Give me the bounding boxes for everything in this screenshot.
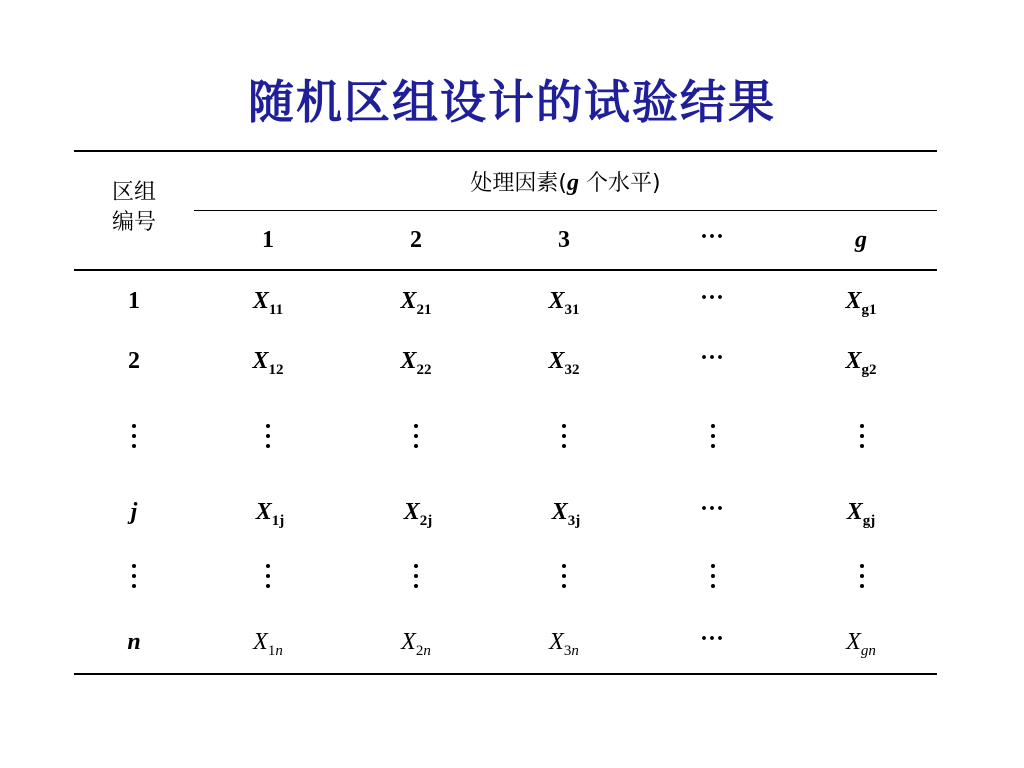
table-top-rule (74, 150, 937, 152)
level-header-ellipsis: ··· (699, 224, 724, 250)
table-cell: $X_{g2}$ (845, 348, 877, 378)
vertical-ellipsis (413, 424, 419, 450)
table-cell: $X_{3n}$ (549, 629, 579, 659)
vertical-ellipsis (859, 564, 865, 590)
header-mid-rule (194, 210, 937, 211)
level-header-2: 2 (410, 227, 422, 253)
table-bottom-rule (74, 673, 937, 675)
table-cell: $X_{11}$ (252, 288, 284, 318)
table-cell: $X_{gj}$ (846, 499, 876, 529)
table-cell: $X_{22}$ (400, 348, 432, 378)
vertical-ellipsis (561, 424, 567, 450)
table-cell-ellipsis: ··· (699, 496, 724, 522)
table-cell-ellipsis: ··· (699, 345, 724, 371)
block-number-header (74, 178, 194, 238)
vertical-ellipsis (710, 564, 716, 590)
table-cell: $X_{g1}$ (845, 288, 877, 318)
table-cell-ellipsis: ··· (699, 285, 724, 311)
vertical-ellipsis (265, 564, 271, 590)
header-bottom-rule (74, 269, 937, 271)
table-cell: $X_{gn}$ (846, 629, 876, 659)
factor-label-var: g (567, 170, 579, 196)
vertical-ellipsis (710, 424, 716, 450)
table-cell-ellipsis: ··· (699, 626, 724, 652)
vertical-ellipsis (265, 424, 271, 450)
row-label-j: j (130, 499, 138, 525)
block-label-line2: 编号 (111, 210, 156, 235)
vertical-ellipsis (131, 424, 137, 450)
row-label-1: 1 (128, 288, 140, 314)
treatment-factor-header (194, 168, 937, 199)
table-cell: $X_{2n}$ (401, 629, 431, 659)
table-cell: $X_{1j}$ (255, 499, 285, 529)
row-label-2: 2 (128, 348, 140, 374)
table-cell: $X_{1n}$ (253, 629, 283, 659)
vertical-ellipsis (859, 424, 865, 450)
slide-title: 随机区组设计的试验结果 (248, 75, 776, 129)
factor-label-prefix: 处理因素( (470, 171, 567, 196)
level-header-1: 1 (262, 227, 274, 253)
vertical-ellipsis (131, 564, 137, 590)
table-cell: $X_{2j}$ (403, 499, 433, 529)
level-header-3: 3 (558, 227, 570, 253)
vertical-ellipsis (413, 564, 419, 590)
level-header-g: g (855, 227, 867, 253)
table-cell: $X_{21}$ (400, 288, 432, 318)
block-label-line1: 区组 (111, 180, 156, 205)
table-cell: $X_{3j}$ (551, 499, 581, 529)
table-cell: $X_{12}$ (252, 348, 284, 378)
table-cell: $X_{31}$ (548, 288, 580, 318)
table-cell: $X_{32}$ (548, 348, 580, 378)
factor-label-suffix: 个水平) (579, 171, 661, 196)
row-label-n: n (127, 629, 141, 655)
vertical-ellipsis (561, 564, 567, 590)
